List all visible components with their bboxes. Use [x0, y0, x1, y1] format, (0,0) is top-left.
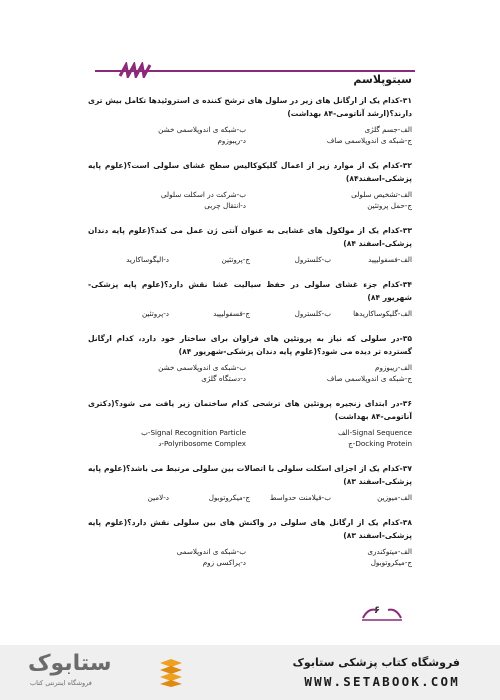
question-text: ۳۱-کدام یک از ارگانل های زیر در سلول های ترشح کننده ی استروئیدها تکامل بیش تری دارند؟(ارشد آناتومی-۸۴ بهداشت): [88, 96, 412, 118]
answer-option: ب-شبکه ی اندوپلاسمی خشن: [158, 363, 246, 372]
question-text: ۳۷-کدام یک از اجزای اسکلت سلولی با اتصالات بین سلولی مرتبط می باشد؟(علوم پایه پزشکی-اسفند ۸۳): [88, 464, 412, 486]
answer-option: ج-شبکه ی اندوپلاسمی صاف: [326, 136, 412, 145]
question-list: [88, 94, 412, 581]
answer-option: الف-میوزین: [377, 493, 412, 502]
brand-subtitle: فروشگاه اینترنتی کتاب: [30, 679, 92, 687]
options-group: [88, 546, 412, 568]
header-rule: [95, 70, 415, 72]
answer-option: ب-کلسترول: [294, 255, 331, 264]
answer-option: ب-شبکه ی اندوپلاسمی خشن: [158, 125, 246, 134]
options-group: [88, 427, 412, 449]
chapter-title: سیتوپلاسم: [353, 73, 412, 86]
answer-option: الف-میتوکندری: [367, 547, 412, 556]
brand-logo-text: ستابوک: [28, 651, 112, 676]
question-text: ۳۴-کدام جزء غشای سلولی در حفظ سیالیت غشا نقش دارد؟(علوم پایه پزشکی-شهریور ۸۴): [88, 280, 412, 302]
store-title: فروشگاه کتاب پزشکی ستابوک: [292, 656, 460, 669]
page-number-ornament: [360, 604, 404, 622]
question-item: [88, 462, 412, 503]
options-group: [88, 124, 412, 146]
question-item: [88, 278, 412, 319]
answer-option: ب-شبکه ی اندوپلاسمی: [176, 547, 246, 556]
answer-option: ج-Docking Protein: [348, 439, 412, 448]
answer-option: الف-ریبوزوم: [375, 363, 412, 372]
answer-option: ج-حمل پروتئین: [367, 201, 412, 210]
answer-option: ج-پروتئین: [221, 255, 250, 264]
answer-option: الف-گلیکوساکاریدها: [353, 309, 412, 318]
question-text: ۳۸-کدام یک از ارگانل های سلولی در واکنش های بین سلولی نقش دارد؟(علوم پایه پزشکی-اسفند ۸۳): [88, 518, 412, 540]
answer-option: ب-شرکت در اسکلت سلولی: [160, 190, 246, 199]
answer-option: الف-Signal Sequence: [337, 428, 412, 437]
question-text: ۳۲-کدام یک از موارد زیر از اعمال گلیکوکالیس سطح غشای سلولی است؟(علوم پایه پزشکی-اسفند۸۴): [88, 161, 412, 183]
question-item: [88, 516, 412, 568]
options-group: [88, 254, 412, 265]
answer-option: د-الیگوساکارید: [126, 255, 169, 264]
options-group: [88, 362, 412, 384]
answer-option: د-لامین: [147, 493, 169, 502]
answer-option: ج-فسفولیپید: [213, 309, 250, 318]
answer-option: ب-فیلامنت حدواسط: [269, 493, 331, 502]
options-group: [88, 189, 412, 211]
question-item: [88, 332, 412, 384]
answer-option: ج-میکروتوبول: [370, 558, 412, 567]
page-ornament-icon: [360, 604, 404, 622]
question-item: [88, 224, 412, 265]
book-stack-icon: [158, 657, 184, 687]
question-text: ۳۳-کدام یک از مولکول های غشایی به عنوان آنتی ژن عمل می کند؟(علوم پایه دندان پزشکی-اسفند ۸۴): [88, 226, 412, 248]
answer-option: ب-کلسترول: [294, 309, 331, 318]
question-text: ۳۵-در سلولی که نیاز به پروتئین های فراوان برای ساختار خود دارد، کدام ارگانل گسترده تر دیده می شود؟(علوم پایه دندان پزشکی-شهریور ۸۴): [88, 334, 412, 356]
answer-option: ج-شبکه ی اندوپلاسمی صاف: [326, 374, 412, 383]
question-item: [88, 159, 412, 211]
footer-banner: [0, 645, 500, 700]
answer-option: د-انتقال چربی: [204, 201, 246, 210]
answer-option: د-دستگاه گلژی: [201, 374, 246, 383]
answer-option: د-پروتئین: [141, 309, 169, 318]
answer-option: الف-تشخیص سلولی: [351, 190, 412, 199]
store-url-link[interactable]: WWW.SETABOOK.COM: [304, 674, 460, 689]
question-item: [88, 94, 412, 146]
options-group: [88, 492, 412, 503]
page-number: ۶: [374, 605, 381, 616]
answer-option: الف-فسفولیپید: [368, 255, 412, 264]
answer-option: ج-میکروتوبول: [208, 493, 250, 502]
answer-option: د-Polyribosome Complex: [158, 439, 246, 448]
answer-option: د-پراکسی زوم: [202, 558, 246, 567]
answer-option: الف-جسم گلژی: [364, 125, 412, 134]
question-text: ۳۶-در ابتدای زنجیره پروتئین های ترشحی کدام ساختمان زیر یافت می شود؟(دکتری آناتومی-۸۴ بهداشت): [88, 399, 412, 421]
answer-option: د-ریبوزوم: [217, 136, 246, 145]
options-group: [88, 308, 412, 319]
answer-option: ب-Signal Recognition Particle: [141, 428, 246, 437]
question-item: [88, 397, 412, 449]
